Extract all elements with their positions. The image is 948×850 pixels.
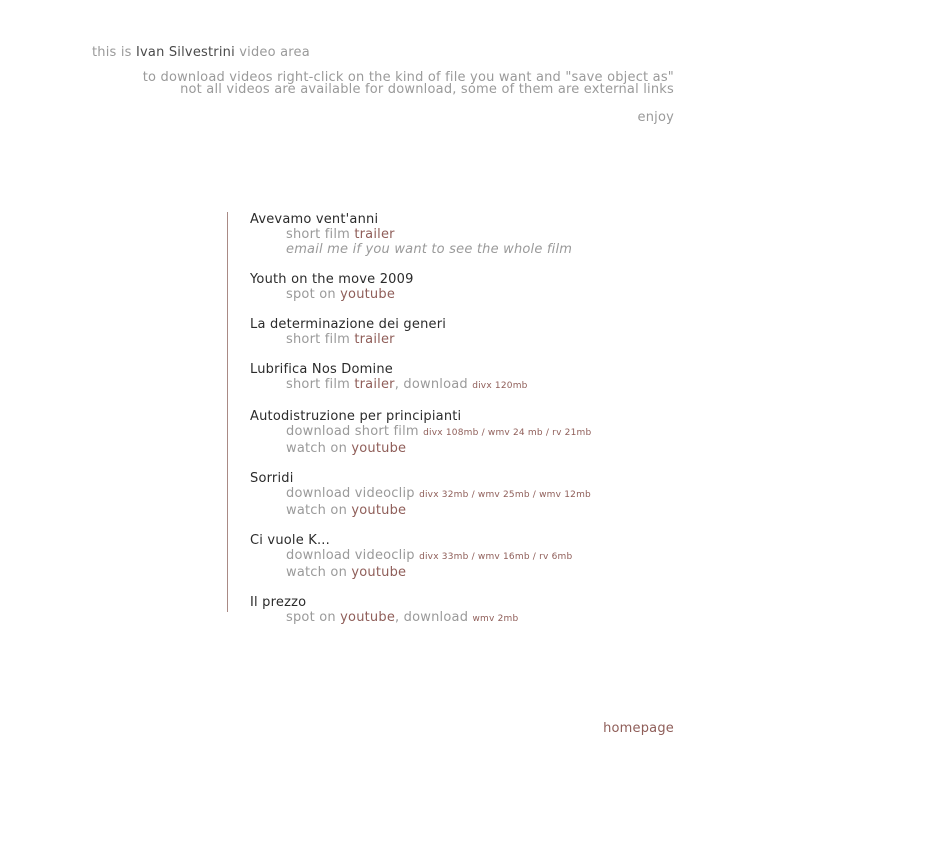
- separator: /: [529, 552, 540, 562]
- wmv-download-link[interactable]: wmv 25mb: [477, 490, 530, 500]
- video-entry: [250, 212, 710, 257]
- video-detail: [250, 565, 710, 580]
- detail-text: short film: [286, 332, 355, 347]
- video-detail: [250, 441, 710, 456]
- video-entry: [250, 595, 710, 627]
- enjoy-text: enjoy: [637, 110, 674, 125]
- video-title: Youth on the move 2009: [250, 272, 414, 287]
- detail-text: short film: [286, 227, 355, 242]
- rv-download-link[interactable]: rv 21mb: [552, 428, 592, 438]
- divx-download-link[interactable]: divx 108mb: [423, 428, 479, 438]
- video-detail: [250, 548, 710, 565]
- divx-download-link[interactable]: divx 120mb: [472, 381, 528, 391]
- download-label: , download: [394, 377, 473, 392]
- video-entry: [250, 272, 710, 302]
- youtube-link[interactable]: youtube: [351, 565, 407, 580]
- youtube-link[interactable]: youtube: [351, 441, 407, 456]
- divx-download-link[interactable]: divx 32mb: [419, 490, 469, 500]
- detail-text: download videoclip: [286, 548, 420, 563]
- intro-line: [92, 45, 310, 60]
- note-line-1: to download videos right-click on the kind of file you want and "save object as": [142, 70, 674, 85]
- video-detail: [250, 287, 710, 302]
- detail-text: download videoclip: [286, 486, 420, 501]
- wmv-download-link[interactable]: wmv 2mb: [472, 614, 519, 624]
- video-entry: [250, 471, 710, 518]
- author-name: Ivan Silvestrini: [135, 45, 235, 60]
- homepage-link[interactable]: homepage: [603, 721, 674, 736]
- video-detail: [250, 227, 710, 242]
- detail-text: watch on: [286, 565, 352, 580]
- youtube-link[interactable]: youtube: [340, 287, 396, 302]
- separator: /: [478, 428, 488, 438]
- video-detail: [250, 486, 710, 503]
- intro-suffix: video area: [234, 45, 310, 60]
- separator: /: [468, 490, 478, 500]
- video-entry: [250, 362, 710, 394]
- email-note: email me if you want to see the whole film: [286, 242, 573, 257]
- detail-text: watch on: [286, 441, 352, 456]
- divx-download-link[interactable]: divx 33mb: [419, 552, 469, 562]
- video-title: Lubrifica Nos Domine: [250, 362, 393, 377]
- intro-prefix: this is: [92, 45, 136, 60]
- rv-download-link[interactable]: rv 6mb: [539, 552, 573, 562]
- download-label: , download: [395, 610, 473, 625]
- trailer-link[interactable]: trailer: [354, 227, 395, 242]
- video-title: Sorridi: [250, 471, 294, 486]
- video-detail: [250, 610, 710, 627]
- video-entry: [250, 533, 710, 580]
- video-list: [227, 212, 710, 625]
- note-line-2: not all videos are available for download, some of them are external links: [180, 82, 674, 97]
- video-detail: [250, 503, 710, 518]
- video-entry: [250, 317, 710, 347]
- video-title: Avevamo vent'anni: [250, 212, 379, 227]
- video-detail: [250, 424, 710, 441]
- separator: /: [542, 428, 553, 438]
- video-title: Ci vuole K...: [250, 533, 330, 548]
- detail-text: spot on: [286, 610, 341, 625]
- video-title: Autodistruzione per principianti: [250, 409, 462, 424]
- trailer-link[interactable]: trailer: [354, 377, 395, 392]
- youtube-link[interactable]: youtube: [351, 503, 407, 518]
- youtube-link[interactable]: youtube: [340, 610, 396, 625]
- separator: /: [468, 552, 478, 562]
- wmv-small-download-link[interactable]: wmv 12mb: [539, 490, 591, 500]
- video-title: Il prezzo: [250, 595, 307, 610]
- video-entry: [250, 409, 710, 456]
- wmv-download-link[interactable]: wmv 16mb: [477, 552, 530, 562]
- video-title: La determinazione dei generi: [250, 317, 447, 332]
- detail-text: spot on: [286, 287, 341, 302]
- separator: /: [529, 490, 540, 500]
- video-detail: [250, 332, 710, 347]
- video-detail: [250, 377, 710, 394]
- download-notes: [143, 72, 674, 96]
- detail-text: download short film: [286, 424, 424, 439]
- trailer-link[interactable]: trailer: [354, 332, 395, 347]
- wmv-download-link[interactable]: wmv 24 mb: [487, 428, 543, 438]
- detail-text: watch on: [286, 503, 352, 518]
- detail-text: short film: [286, 377, 355, 392]
